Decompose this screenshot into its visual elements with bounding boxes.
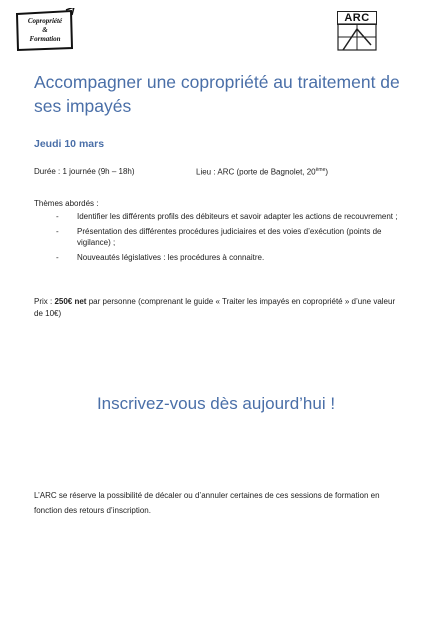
theme-text: Nouveautés législatives : les procédures à connaitre. [77,253,265,262]
list-item [34,226,404,248]
disclaimer-text: L’ARC se réserve la possibilité de décaler ou d’annuler certaines de ces sessions de formation en fonction des retours d’inscription. [34,491,380,515]
logo-text-line2: & [42,26,48,34]
theme-text: Présentation des différentes procédures judiciaires et des voies d’exécution (points de vigilance) ; [77,227,382,247]
page-title: Accompagner une copropriété au traitement de ses impayés [34,72,400,116]
location-text [196,167,328,177]
location-main: Lieu : ARC (porte de Bagnolet, 20 [196,167,316,177]
list-item [34,211,404,222]
list-dash: - [56,253,59,262]
list-dash: - [56,227,59,236]
themes-heading: Thèmes abordés : [34,199,99,208]
session-date: Jeudi 10 mars [34,138,105,150]
arc-logo [337,11,377,53]
theme-text: Identifier les différents profils des débiteurs et savoir adapter les actions de recouvrement ; [77,212,398,221]
arc-logo-emblem-icon [337,23,377,53]
price-text [34,296,404,320]
location-end: ) [325,167,329,177]
themes-list [34,211,404,267]
logo-text-line1: Copropriété [27,17,63,25]
signup-call-to-action: Inscrivez-vous dès aujourd’hui ! [96,394,336,413]
logo-text-line3: Formation [29,35,61,43]
price-details: par personne (comprenant le guide « Traiter les impayés en copropriété » d’une valeur de 10€) [34,297,396,318]
list-item [34,252,404,263]
list-dash: - [56,212,59,221]
location-sup: ème [315,167,326,173]
copropriete-formation-logo [14,8,76,52]
duration-text: Durée : 1 journée (9h – 18h) [34,167,135,176]
price-label: Prix : [34,297,55,306]
price-amount: 250€ net [54,297,87,306]
arc-logo-text: ARC [337,11,377,25]
